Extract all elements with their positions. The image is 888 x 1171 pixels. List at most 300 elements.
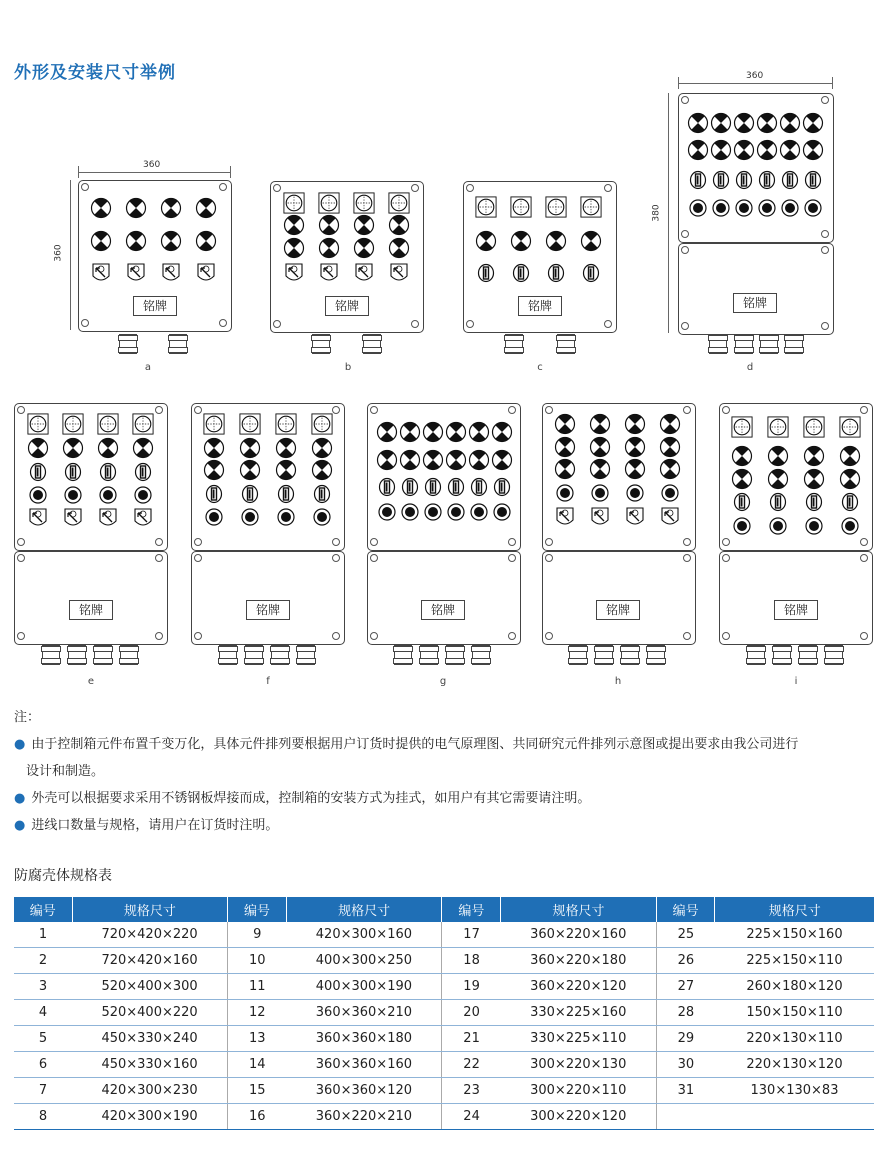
indicator-lamp-icon — [27, 437, 49, 459]
indicator-lamp-icon — [318, 214, 340, 236]
dimension-line — [230, 166, 231, 178]
selector-switch-icon — [545, 262, 567, 284]
screw-icon — [332, 554, 340, 562]
indicator-lamp-icon — [767, 468, 789, 490]
knob-icon — [353, 192, 375, 214]
rotary-switch-icon — [97, 507, 119, 529]
screw-icon — [821, 230, 829, 238]
selector-switch-icon — [802, 169, 824, 191]
push-button-icon — [756, 197, 778, 219]
cell-size: 360×220×160 — [501, 922, 657, 948]
push-button-icon — [659, 482, 681, 504]
col-header: 编号 — [14, 897, 72, 922]
indicator-lamp-icon — [491, 421, 513, 443]
rotary-switch-icon — [659, 506, 681, 528]
dimension-line — [78, 172, 230, 173]
table-row — [14, 948, 874, 974]
knob-icon — [803, 416, 825, 438]
indicator-lamp-icon — [90, 197, 112, 219]
cable-gland-icon — [647, 645, 665, 665]
cable-gland-icon — [245, 645, 263, 665]
rotary-switch-icon — [554, 506, 576, 528]
cell-number: 28 — [656, 1000, 715, 1026]
screw-icon — [604, 320, 612, 328]
selector-switch-icon — [733, 169, 755, 191]
cell-number: 13 — [228, 1026, 287, 1052]
cable-gland-icon — [219, 645, 237, 665]
table-row — [14, 1052, 874, 1078]
nameplate: 铭牌 — [596, 600, 640, 620]
indicator-lamp-icon — [125, 197, 147, 219]
indicator-lamp-icon — [733, 112, 755, 134]
diagram-caption: b — [344, 362, 352, 373]
cable-gland-icon — [312, 334, 330, 354]
indicator-lamp-icon — [203, 459, 225, 481]
cell-number: 14 — [228, 1052, 287, 1078]
screw-icon — [17, 554, 25, 562]
spec-table — [14, 897, 874, 1130]
cable-gland-icon — [621, 645, 639, 665]
screw-icon — [17, 632, 25, 640]
indicator-lamp-icon — [353, 237, 375, 259]
diagram-caption: a — [144, 362, 152, 373]
push-button-icon — [802, 197, 824, 219]
indicator-lamp-icon — [710, 139, 732, 161]
table-row — [14, 1000, 874, 1026]
cell-size: 330×225×160 — [501, 1000, 657, 1026]
indicator-lamp-icon — [839, 468, 861, 490]
rotary-switch-icon — [624, 506, 646, 528]
screw-icon — [508, 554, 516, 562]
knob-icon — [275, 413, 297, 435]
indicator-lamp-icon — [62, 437, 84, 459]
cell-size: 420×300×160 — [286, 922, 442, 948]
selector-switch-icon — [839, 491, 861, 513]
enclosure — [678, 243, 834, 335]
knob-icon — [97, 413, 119, 435]
cell-size: 720×420×160 — [72, 948, 228, 974]
selector-switch-icon — [62, 461, 84, 483]
indicator-lamp-icon — [203, 437, 225, 459]
notes-heading: 注： — [14, 710, 41, 725]
indicator-lamp-icon — [90, 230, 112, 252]
cell-number: 4 — [14, 1000, 72, 1026]
indicator-lamp-icon — [445, 449, 467, 471]
push-button-icon — [376, 501, 398, 523]
indicator-lamp-icon — [659, 413, 681, 435]
rotary-switch-icon — [589, 506, 611, 528]
screw-icon — [683, 406, 691, 414]
indicator-lamp-icon — [468, 421, 490, 443]
screw-icon — [155, 632, 163, 640]
indicator-lamp-icon — [687, 112, 709, 134]
cell-size: 300×220×120 — [501, 1104, 657, 1130]
cable-gland-icon — [747, 645, 765, 665]
cable-gland-icon — [709, 334, 727, 354]
indicator-lamp-icon — [311, 437, 333, 459]
indicator-lamp-icon — [554, 458, 576, 480]
diagram-caption: h — [614, 676, 622, 687]
screw-icon — [370, 538, 378, 546]
cable-gland-icon — [420, 645, 438, 665]
push-button-icon — [733, 197, 755, 219]
screw-icon — [155, 554, 163, 562]
indicator-lamp-icon — [311, 459, 333, 481]
indicator-lamp-icon — [589, 413, 611, 435]
nameplate: 铭牌 — [518, 296, 562, 316]
cell-size: 360×220×120 — [501, 974, 657, 1000]
indicator-lamp-icon — [283, 214, 305, 236]
screw-icon — [821, 96, 829, 104]
screw-icon — [545, 538, 553, 546]
indicator-lamp-icon — [659, 436, 681, 458]
bullet-icon: ● — [14, 791, 26, 806]
selector-switch-icon — [422, 476, 444, 498]
cable-gland-icon — [120, 645, 138, 665]
push-button-icon — [589, 482, 611, 504]
screw-icon — [722, 406, 730, 414]
cell-number: 16 — [228, 1104, 287, 1130]
indicator-lamp-icon — [580, 230, 602, 252]
knob-icon — [510, 196, 532, 218]
cell-size: 450×330×240 — [72, 1026, 228, 1052]
screw-icon — [17, 406, 25, 414]
cell-size: 360×360×160 — [286, 1052, 442, 1078]
push-button-icon — [203, 506, 225, 528]
col-header: 编号 — [442, 897, 501, 922]
dimension-line — [78, 166, 79, 178]
rotary-switch-icon — [353, 262, 375, 284]
knob-icon — [767, 416, 789, 438]
cell-size: 360×360×180 — [286, 1026, 442, 1052]
screw-icon — [508, 538, 516, 546]
cell-number: 6 — [14, 1052, 72, 1078]
screw-icon — [545, 406, 553, 414]
indicator-lamp-icon — [624, 413, 646, 435]
dimension-height: 380 — [651, 204, 662, 222]
screw-icon — [219, 183, 227, 191]
rotary-switch-icon — [388, 262, 410, 284]
col-header: 规格尺寸 — [715, 897, 874, 922]
screw-icon — [466, 184, 474, 192]
selector-switch-icon — [710, 169, 732, 191]
cable-gland-icon — [472, 645, 490, 665]
push-button-icon — [710, 197, 732, 219]
cable-gland-icon — [363, 334, 381, 354]
cell-size: 130×130×83 — [715, 1078, 874, 1104]
screw-icon — [508, 406, 516, 414]
screw-icon — [155, 538, 163, 546]
indicator-lamp-icon — [445, 421, 467, 443]
screw-icon — [370, 632, 378, 640]
cable-gland-icon — [169, 334, 187, 354]
cell-number: 26 — [656, 948, 715, 974]
screw-icon — [273, 320, 281, 328]
selector-switch-icon — [239, 483, 261, 505]
table-row — [14, 1078, 874, 1104]
indicator-lamp-icon — [239, 459, 261, 481]
notes — [14, 704, 874, 839]
cell-number: 31 — [656, 1078, 715, 1104]
push-button-icon — [239, 506, 261, 528]
col-header: 规格尺寸 — [501, 897, 657, 922]
knob-icon — [545, 196, 567, 218]
screw-icon — [722, 538, 730, 546]
selector-switch-icon — [510, 262, 532, 284]
screw-icon — [194, 406, 202, 414]
indicator-lamp-icon — [195, 230, 217, 252]
indicator-lamp-icon — [239, 437, 261, 459]
indicator-lamp-icon — [802, 112, 824, 134]
indicator-lamp-icon — [422, 421, 444, 443]
selector-switch-icon — [275, 483, 297, 505]
note-item: ● 外壳可以根据要求采用不锈钢板焊接而成，控制箱的安装方式为挂式，如用户有其它需要请注明。 — [14, 791, 591, 806]
cell-size: 300×220×110 — [501, 1078, 657, 1104]
diagram-caption: c — [537, 362, 543, 373]
knob-icon — [283, 192, 305, 214]
indicator-lamp-icon — [399, 449, 421, 471]
screw-icon — [683, 538, 691, 546]
indicator-lamp-icon — [731, 445, 753, 467]
push-button-icon — [97, 484, 119, 506]
cell-number: 7 — [14, 1078, 72, 1104]
cable-gland-icon — [825, 645, 843, 665]
indicator-lamp-icon — [475, 230, 497, 252]
selector-switch-icon — [399, 476, 421, 498]
knob-icon — [839, 416, 861, 438]
screw-icon — [370, 554, 378, 562]
selector-switch-icon — [803, 491, 825, 513]
cell-number: 10 — [228, 948, 287, 974]
rotary-switch-icon — [125, 262, 147, 284]
push-button-icon — [767, 515, 789, 537]
indicator-lamp-icon — [731, 468, 753, 490]
cell-number: 22 — [442, 1052, 501, 1078]
selector-switch-icon — [580, 262, 602, 284]
indicator-lamp-icon — [283, 237, 305, 259]
cell-number: 20 — [442, 1000, 501, 1026]
indicator-lamp-icon — [589, 436, 611, 458]
selector-switch-icon — [203, 483, 225, 505]
screw-icon — [508, 632, 516, 640]
note-item-continued: 设计和制造。 — [26, 764, 105, 779]
knob-icon — [203, 413, 225, 435]
selector-switch-icon — [132, 461, 154, 483]
screw-icon — [860, 632, 868, 640]
enclosure — [719, 551, 873, 645]
selector-switch-icon — [767, 491, 789, 513]
nameplate: 铭牌 — [421, 600, 465, 620]
screw-icon — [332, 406, 340, 414]
push-button-icon — [554, 482, 576, 504]
push-button-icon — [422, 501, 444, 523]
knob-icon — [132, 413, 154, 435]
knob-icon — [580, 196, 602, 218]
push-button-icon — [275, 506, 297, 528]
indicator-lamp-icon — [589, 458, 611, 480]
cable-gland-icon — [735, 334, 753, 354]
enclosure — [367, 551, 521, 645]
nameplate: 铭牌 — [774, 600, 818, 620]
screw-icon — [545, 554, 553, 562]
note-item: ● 由于控制箱元件布置千变万化，具体元件排列要根据用户订货时提供的电气原理图、共同研究元件排列示意图或提出要求由我公司进行 — [14, 737, 799, 752]
knob-icon — [27, 413, 49, 435]
indicator-lamp-icon — [779, 139, 801, 161]
cable-gland-icon — [271, 645, 289, 665]
cell-number: 18 — [442, 948, 501, 974]
screw-icon — [273, 184, 281, 192]
indicator-lamp-icon — [510, 230, 532, 252]
table-header-row — [14, 897, 874, 922]
selector-switch-icon — [779, 169, 801, 191]
indicator-lamp-icon — [160, 230, 182, 252]
indicator-lamp-icon — [97, 437, 119, 459]
cell-size: 360×220×210 — [286, 1104, 442, 1130]
rotary-switch-icon — [195, 262, 217, 284]
screw-icon — [332, 632, 340, 640]
cell-size: 220×130×110 — [715, 1026, 874, 1052]
indicator-lamp-icon — [275, 459, 297, 481]
push-button-icon — [27, 484, 49, 506]
cell-number: 24 — [442, 1104, 501, 1130]
dimension-width: 360 — [143, 160, 161, 170]
nameplate: 铭牌 — [69, 600, 113, 620]
selector-switch-icon — [27, 461, 49, 483]
rotary-switch-icon — [283, 262, 305, 284]
table-row — [14, 922, 874, 948]
selector-switch-icon — [311, 483, 333, 505]
cell-number: 27 — [656, 974, 715, 1000]
cell-size: 300×220×130 — [501, 1052, 657, 1078]
cell-size — [715, 1104, 874, 1130]
indicator-lamp-icon — [624, 458, 646, 480]
cell-number: 9 — [228, 922, 287, 948]
indicator-lamp-icon — [659, 458, 681, 480]
cable-gland-icon — [119, 334, 137, 354]
dimension-line — [70, 180, 71, 330]
cell-number: 25 — [656, 922, 715, 948]
screw-icon — [332, 538, 340, 546]
screw-icon — [466, 320, 474, 328]
cell-size: 450×330×160 — [72, 1052, 228, 1078]
knob-icon — [239, 413, 261, 435]
indicator-lamp-icon — [554, 436, 576, 458]
indicator-lamp-icon — [318, 237, 340, 259]
indicator-lamp-icon — [710, 112, 732, 134]
screw-icon — [860, 554, 868, 562]
diagram-caption: d — [746, 362, 754, 373]
selector-switch-icon — [687, 169, 709, 191]
indicator-lamp-icon — [160, 197, 182, 219]
cable-gland-icon — [505, 334, 523, 354]
screw-icon — [681, 246, 689, 254]
indicator-lamp-icon — [468, 449, 490, 471]
cable-gland-icon — [799, 645, 817, 665]
note-item: ● 进线口数量与规格，请用户在订货时注明。 — [14, 818, 279, 833]
cell-size: 150×150×110 — [715, 1000, 874, 1026]
cell-number: 17 — [442, 922, 501, 948]
push-button-icon — [731, 515, 753, 537]
cell-size: 720×420×220 — [72, 922, 228, 948]
selector-switch-icon — [97, 461, 119, 483]
col-header: 规格尺寸 — [286, 897, 442, 922]
screw-icon — [722, 632, 730, 640]
push-button-icon — [132, 484, 154, 506]
indicator-lamp-icon — [545, 230, 567, 252]
screw-icon — [194, 538, 202, 546]
enclosure — [14, 551, 168, 645]
indicator-lamp-icon — [779, 112, 801, 134]
screw-icon — [370, 406, 378, 414]
cell-number: 29 — [656, 1026, 715, 1052]
col-header: 规格尺寸 — [72, 897, 228, 922]
dimension-width: 360 — [746, 71, 764, 81]
diagram-caption: g — [439, 676, 447, 687]
cell-number: 21 — [442, 1026, 501, 1052]
selector-switch-icon — [468, 476, 490, 498]
rotary-switch-icon — [318, 262, 340, 284]
cable-gland-icon — [773, 645, 791, 665]
indicator-lamp-icon — [491, 449, 513, 471]
screw-icon — [219, 319, 227, 327]
push-button-icon — [779, 197, 801, 219]
cell-size: 520×400×220 — [72, 1000, 228, 1026]
cable-gland-icon — [297, 645, 315, 665]
indicator-lamp-icon — [803, 468, 825, 490]
cell-size: 330×225×110 — [501, 1026, 657, 1052]
indicator-lamp-icon — [554, 413, 576, 435]
knob-icon — [388, 192, 410, 214]
bullet-icon: ● — [14, 737, 26, 752]
cell-number: 30 — [656, 1052, 715, 1078]
rotary-switch-icon — [132, 507, 154, 529]
cell-number: 23 — [442, 1078, 501, 1104]
push-button-icon — [624, 482, 646, 504]
table-row — [14, 974, 874, 1000]
dimension-line — [832, 77, 833, 89]
cell-size: 220×130×120 — [715, 1052, 874, 1078]
nameplate: 铭牌 — [246, 600, 290, 620]
page-title: 外形及安装尺寸举例 — [14, 63, 176, 83]
nameplate: 铭牌 — [733, 293, 777, 313]
cell-size: 260×180×120 — [715, 974, 874, 1000]
cell-number: 8 — [14, 1104, 72, 1130]
indicator-lamp-icon — [388, 237, 410, 259]
diagram-caption: e — [87, 676, 95, 687]
diagram-caption: f — [266, 676, 270, 687]
screw-icon — [681, 96, 689, 104]
screw-icon — [604, 184, 612, 192]
screw-icon — [681, 230, 689, 238]
push-button-icon — [311, 506, 333, 528]
cell-number: 19 — [442, 974, 501, 1000]
cable-gland-icon — [42, 645, 60, 665]
col-header: 编号 — [228, 897, 287, 922]
screw-icon — [411, 320, 419, 328]
screw-icon — [821, 322, 829, 330]
cable-gland-icon — [569, 645, 587, 665]
knob-icon — [731, 416, 753, 438]
screw-icon — [81, 183, 89, 191]
screw-icon — [860, 538, 868, 546]
rotary-switch-icon — [90, 262, 112, 284]
screw-icon — [81, 319, 89, 327]
indicator-lamp-icon — [399, 421, 421, 443]
indicator-lamp-icon — [388, 214, 410, 236]
cell-size: 360×220×180 — [501, 948, 657, 974]
screw-icon — [194, 632, 202, 640]
indicator-lamp-icon — [767, 445, 789, 467]
